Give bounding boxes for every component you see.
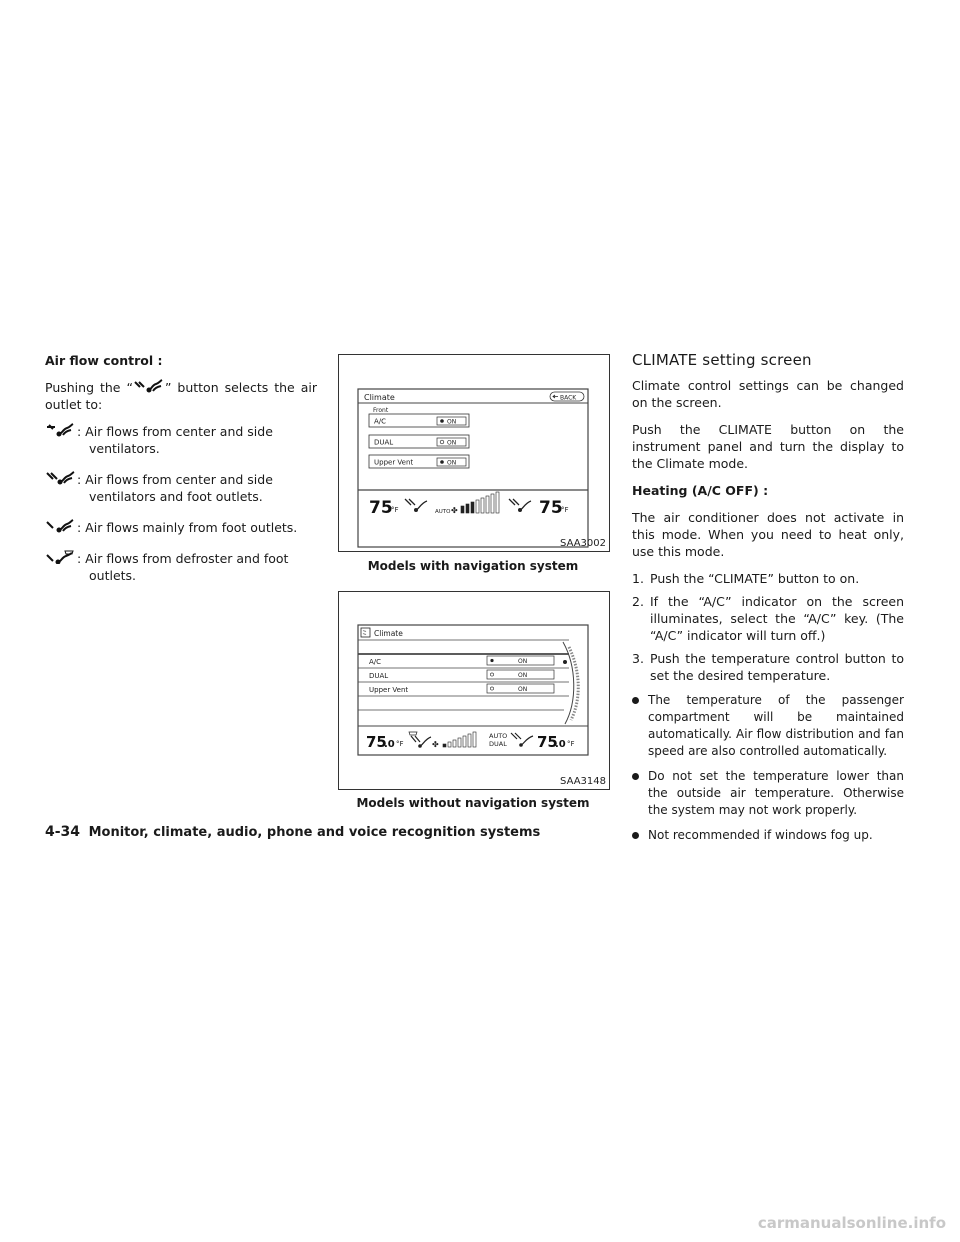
figure-code: SAA3148: [560, 776, 606, 787]
bullet-icon: [632, 697, 639, 704]
svg-text:ON: ON: [447, 439, 457, 447]
svg-text:°F: °F: [391, 506, 399, 514]
screen-title: Climate: [364, 393, 395, 402]
subheading: Heating (A/C OFF) :: [632, 483, 769, 498]
vent-mode-icon: [133, 379, 165, 393]
row-label-upper-vent: Upper Vent: [374, 458, 414, 467]
airflow-intro: Pushing the “ ” button selects the air outlet to:: [45, 380, 317, 412]
airflow-item: : Air flows from defroster and foot outlets.: [45, 550, 317, 584]
svg-text:ON: ON: [518, 686, 528, 693]
row-label-upper-vent: Upper Vent: [369, 686, 409, 694]
climate-screen-no-nav: [339, 592, 609, 789]
page-number: 4-34: [45, 824, 81, 840]
climate-screen-nav: [339, 355, 609, 551]
temp-right: 75: [539, 498, 563, 518]
paragraph: Push the CLIMATE button on the instrument panel and turn the display to the Climate mode.: [632, 422, 904, 471]
right-column: [632, 352, 904, 852]
airflow-item: : Air flows from center and side ventilators and foot outlets.: [45, 471, 317, 505]
paragraph: The air conditioner does not activate in this mode. When you need to heat only, use this mode.: [632, 510, 904, 559]
fan-icon: ✤: [432, 740, 439, 749]
airflow-item: : Air flows from center and side ventilators.: [45, 423, 317, 457]
vent-bilevel-icon: [45, 471, 75, 485]
svg-text:°F: °F: [567, 740, 575, 748]
svg-text:.0: .0: [555, 739, 566, 750]
list-item: 1. Push the “CLIMATE” button to on.: [632, 571, 860, 586]
svg-text:°F: °F: [561, 506, 569, 514]
svg-text:°F: °F: [396, 740, 404, 748]
list-item: 2. If the “A/C” indicator on the screen illuminates, select the “A/C” key. (The “A/C” indicator will turn off.): [632, 594, 904, 643]
row-label-ac: A/C: [369, 658, 382, 666]
fan-icon: ✤: [451, 506, 458, 515]
figure-code: SAA3002: [560, 538, 606, 549]
page-footer: [45, 824, 540, 840]
temp-left: 75: [366, 733, 387, 751]
dual-label: DUAL: [489, 740, 507, 748]
group-label: Front: [373, 407, 389, 414]
temp-right: 75: [537, 733, 558, 751]
vent-defrost-foot-icon: [45, 550, 75, 564]
list-item: 3. Push the temperature control button to set the desired temperature.: [632, 651, 904, 683]
figure-caption: Models without navigation system: [356, 796, 590, 810]
footer-title: Monitor, climate, audio, phone and voice recognition systems: [88, 825, 541, 840]
back-button-label: BACK: [560, 394, 577, 402]
svg-text:ON: ON: [447, 459, 457, 467]
airflow-item: : Air flows mainly from foot outlets.: [45, 519, 317, 536]
row-label-dual: DUAL: [369, 672, 389, 680]
row-label-dual: DUAL: [374, 438, 394, 447]
vent-foot-icon: [45, 519, 75, 533]
row-label-ac: A/C: [374, 417, 387, 426]
bullet-icon: [632, 773, 639, 780]
section-heading: CLIMATE setting screen: [632, 351, 812, 369]
auto-label: AUTO: [489, 732, 508, 740]
bullet-icon: [632, 832, 639, 839]
vent-face-icon: [45, 423, 75, 437]
list-item: Not recommended if windows fog up.: [632, 827, 904, 844]
figure-caption: Models with navigation system: [367, 559, 579, 573]
screen-title: Climate: [374, 629, 403, 638]
figure-climate-nav: [338, 354, 610, 552]
paragraph: Climate control settings can be changed on the screen.: [632, 378, 904, 410]
svg-text:ON: ON: [518, 658, 528, 665]
svg-text:.0: .0: [384, 739, 395, 750]
figure-climate-no-nav: [338, 591, 610, 790]
auto-label: AUTO: [435, 509, 451, 515]
temp-left: 75: [369, 498, 393, 518]
airflow-heading: Air flow control :: [45, 353, 163, 368]
svg-text:ON: ON: [518, 672, 528, 679]
svg-text:ON: ON: [447, 418, 457, 426]
left-column: [45, 352, 317, 598]
steps-list: [632, 570, 904, 684]
watermark: carmanualsonline.info: [757, 1214, 946, 1232]
list-item: Do not set the temperature lower than the outside air temperature. Otherwise the system may not work properly.: [632, 768, 904, 819]
notes-list: [632, 692, 904, 844]
list-item: The temperature of the passenger compartment will be maintained automatically. Air flow distribution and fan speed are also controlled automatically.: [632, 692, 904, 760]
